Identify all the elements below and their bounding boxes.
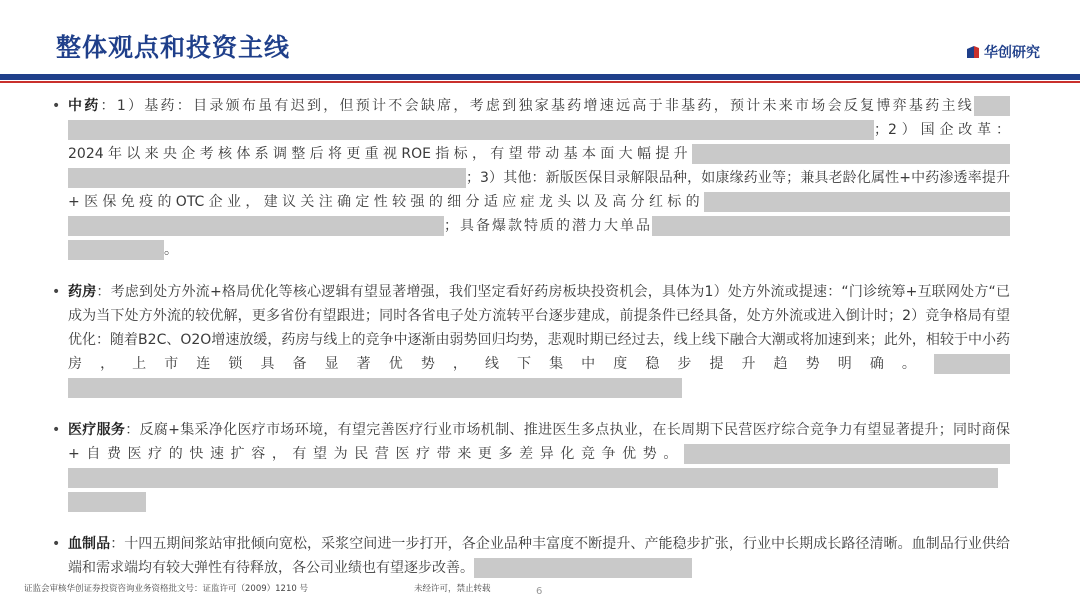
paragraph	[68, 418, 1010, 514]
footer-license: 证监会审核华创证券投资咨询业务资格批文号：证监许可（2009）1210 号	[24, 584, 308, 594]
bullet-lead: 中药	[68, 98, 101, 114]
bullet-blood-products	[50, 532, 1010, 580]
paragraph	[68, 280, 1010, 400]
redacted-block	[684, 444, 1010, 464]
brand	[966, 42, 1040, 62]
redacted-block	[974, 96, 1010, 116]
redacted-block	[68, 378, 682, 398]
bullet-text: ；3）其他：新版医保目录解限品种，如康缘药业等；兼具老龄化属性+中药渗透率提升+医保免疫的OTC企业，建议关注确定性较强的细分适应症龙头以及高分红标的	[68, 170, 1010, 210]
paragraph	[68, 532, 1010, 580]
redacted-block	[704, 192, 1010, 212]
bullet-lead: 医疗服务	[68, 422, 126, 438]
brand-name: 华创研究	[984, 45, 1040, 61]
header-divider	[0, 74, 1080, 83]
bullet-lead: 血制品	[68, 536, 111, 552]
bullet-text: ：1）基药：目录颁布虽有迟到，但预计不会缺席，考虑到独家基药增速远高于非基药，预计未来市场会反复博弈基药主线	[100, 98, 975, 114]
bullet-lead: 药房	[68, 284, 97, 300]
footer-notice: 未经许可，禁止转载	[414, 584, 491, 594]
redacted-block	[68, 240, 164, 260]
bullet-text: ：考虑到处方外流+格局优化等核心逻辑有望显著增强，我们坚定看好药房板块投资机会，具体为1）处方外流或提速：“门诊统筹+互联网处方“已成为当下处方外流的较优解，更多省份有望跟进；同时各省电子处方流转平台逐步建成，前提条件已经具备，处方外流或进入倒计时；2）竞争格局有望优化：随着B2C、O2O增速放缓，药房与线上的竞争中逐渐由弱势回归均势，悲观时期已经过去，线上线下融合大潮或将加速到来；此外，相较于中小药房，上市连锁具备显著优势，线下集中度稳步提升趋势明确。	[68, 284, 1011, 372]
bullet-tcm	[50, 94, 1010, 262]
redacted-block	[68, 168, 466, 188]
redacted-block	[68, 120, 874, 140]
redacted-block	[68, 492, 146, 512]
bullet-text: ：十四五期间浆站审批倾向宽松，采浆空间进一步打开，各企业品种丰富度不断提升、产能稳步扩张，行业中长期成长路径清晰。血制品行业供给端和需求端均有较大弹性有待释放，各公司业绩也有望逐步改善。	[68, 536, 1011, 576]
bullet-text: ；具备爆款特质的潜力大单品	[444, 218, 652, 234]
redacted-block	[652, 216, 1010, 236]
bullet-text: ：反腐+集采净化医疗市场环境，有望完善医疗行业市场机制、推进医生多点执业，在长周期下民营医疗综合竞争力有望显著提升；同时商保+自费医疗的快速扩容，有望为民营医疗带来更多差异化竞争优势。	[68, 422, 1010, 462]
bullet-dot: •	[52, 98, 61, 114]
bullet-dot: •	[52, 284, 61, 300]
bullet-text: 。	[164, 242, 178, 258]
redacted-block	[474, 558, 692, 578]
bullet-medical-services	[50, 418, 1010, 514]
page-title: 整体观点和投资主线	[56, 33, 291, 62]
bullet-dot: •	[52, 536, 61, 552]
redacted-block	[692, 144, 1010, 164]
bullet-pharmacy	[50, 280, 1010, 400]
page-number: 6	[536, 586, 543, 597]
content-area	[50, 94, 1010, 598]
paragraph	[68, 94, 1010, 262]
redacted-block	[68, 468, 998, 488]
redacted-block	[68, 216, 444, 236]
brand-logo-icon	[966, 45, 980, 59]
bullet-text: ；2）国企改革：2024年以来央企考核体系调整后将更重视ROE指标，有望带动基本面大幅提升	[68, 122, 1010, 162]
redacted-block	[934, 354, 1010, 374]
bullet-dot: •	[52, 422, 61, 438]
